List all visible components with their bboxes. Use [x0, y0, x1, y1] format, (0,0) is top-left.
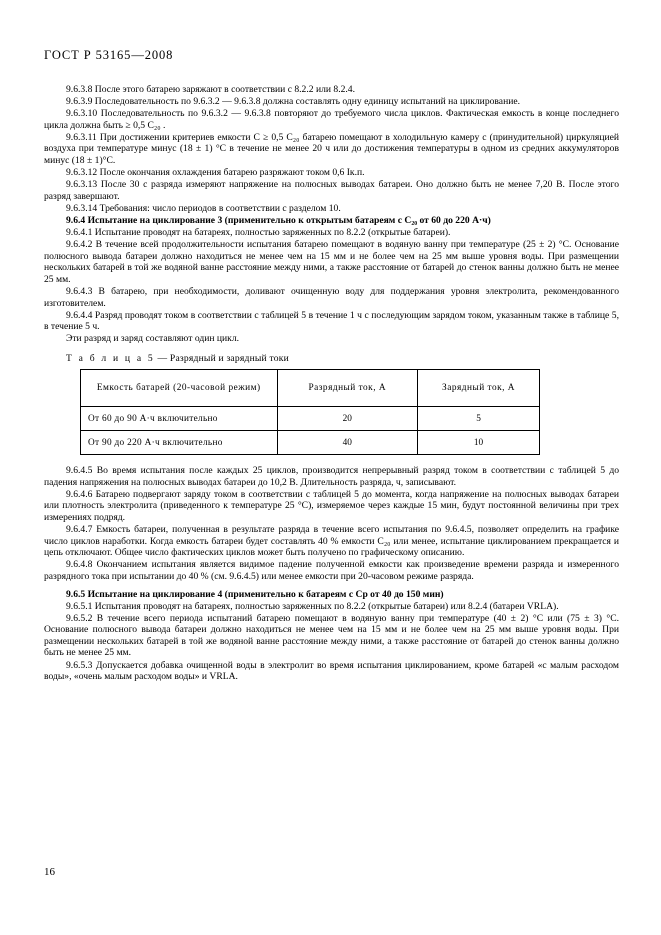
section-964-paragraphs-after-table — [44, 465, 619, 582]
table-header-charge: Зарядный ток, А — [418, 370, 540, 407]
table-cell-charge-2: 10 — [418, 431, 540, 455]
section-965-paragraphs — [44, 601, 619, 683]
table-header-capacity: Емкость батарей (20-часовой режим) — [81, 370, 278, 407]
paragraph-9646: 9.6.4.6 Батарею подвергают заряду током в соответствии с таблицей 5 до момента, когда напряжение на полюсных выводах батареи или плотность электролита (приведенного к температуре 25 °С), измеряемое через каждые 15 мин, будут постоянной величины при трех измерениях подряд. — [44, 488, 619, 523]
table-header-discharge: Разрядный ток, А — [277, 370, 418, 407]
paragraph-9645: 9.6.4.5 Во время испытания после каждых 25 циклов, производится непрерывный разряд током в соответствии с таблицей 5 до падения напряжения на полюсных выводах батареи до 10,2 В. Длительность разряда, ч, записывают. — [44, 465, 619, 488]
paragraph-9639: 9.6.3.9 Последовательность по 9.6.3.2 — 9.6.3.8 должна составлять одну единицу испытаний на циклирование. — [66, 96, 520, 108]
paragraph-96310: 9.6.3.10 Последовательность по 9.6.3.2 — 9.6.3.8 повторяют до требуемого числа циклов. Фактическая емкость в конце последнего цикла должна быть ≥ 0,5 C₂₀ . — [44, 108, 619, 131]
page-number: 16 — [44, 866, 55, 878]
table-cell-capacity-2: От 90 до 220 А·ч включительно — [81, 431, 278, 455]
heading-965: 9.6.5 Испытание на циклирование 4 (применительно к батареям с Cр от 40 до 150 мин) — [66, 588, 444, 600]
table-row — [81, 431, 540, 455]
table-caption-text: Разрядный и зарядный токи — [169, 353, 289, 365]
table-caption — [44, 353, 619, 364]
table-cell-capacity-1: От 60 до 90 А·ч включительно — [81, 407, 278, 431]
paragraph-96314: 9.6.3.14 Требования: число периодов в соответствии с разделом 10. — [66, 202, 341, 214]
table-cell-charge-1: 5 — [418, 407, 540, 431]
paragraph-96312: 9.6.3.12 После окончания охлаждения батарею разряжают током 0,6 Iк.п. — [66, 167, 365, 179]
paragraph-9648: 9.6.4.8 Окончанием испытания является видимое падение полученной емкости как произведение времени разряда и измеренного разрядного тока при испытании до 40 % (см. 9.6.4.5) или менее емкости при 20-часовом режиме разряда. — [44, 559, 619, 582]
table-cell-discharge-1: 20 — [277, 407, 418, 431]
paragraph-9643: 9.6.4.3 В батарею, при необходимости, доливают очищенную воду для поддержания уровня электролита, рекомендованного изготовителем. — [44, 286, 619, 309]
currents-table — [80, 369, 540, 455]
paragraph-9652: 9.6.5.2 В течение всего периода испытаний батарею помещают в водяную ванну при температуре (40 ± 2) °С или (75 ± 3) °С. Основание полюсного вывода батареи должно находиться не менее чем на 15 мм и не более чем на 25 мм выше уровня воды. При размещении нескольких батарей в той же водяной ванне расстояние между ними, а также расстояние от батарей до стенок ванны должно быть не менее 25 мм. — [44, 612, 619, 659]
paragraph-9653: 9.6.5.3 Допускается добавка очищенной воды в электролит во время испытания циклированием, кроме батарей «с малым расходом воды», «очень малым расходом воды» и VRLA. — [44, 659, 619, 683]
table-header-row — [81, 370, 540, 407]
paragraph-9644: 9.6.4.4 Разряд проводят током в соответствии с таблицей 5 в течение 1 ч с последующим зарядом током, указанным также в таблице 5, в течение 5 ч. — [44, 309, 619, 333]
table-row — [81, 407, 540, 431]
section-963-paragraphs — [44, 84, 619, 215]
paragraph-96313: 9.6.3.13 После 30 с разряда измеряют напряжение на полюсных выводах батареи. Оно должно быть не менее 7,20 В. После этого разряд завершают. — [44, 179, 619, 202]
paragraph-9647: 9.6.4.7 Емкость батареи, полученная в результате разряда в течение всего испытания по 9.6.4.5, позволяет определить на графике число циклов наработки. Когда емкость батареи будет составлять 40 % емкости C₂₀ или менее, испытание циклированием прекращается и цепь отключают. Общее число фактических циклов может быть получено по графическому описанию. — [44, 524, 619, 559]
page-content — [44, 84, 619, 683]
paragraph-9638: 9.6.3.8 После этого батарею заряжают в соответствии с 8.2.2 или 8.2.4. — [66, 84, 355, 95]
table-caption-dash: — — [157, 353, 168, 365]
paragraph-9641: 9.6.4.1 Испытание проводят на батареях, полностью заряженных по 8.2.2 (открытые батареи). — [66, 227, 451, 239]
paragraph-cycle-note: Эти разряд и заряд составляют один цикл. — [66, 333, 240, 345]
page-header: ГОСТ Р 53165—2008 — [44, 48, 174, 62]
heading-964: 9.6.4 Испытание на циклирование 3 (применительно к открытым батареям с C₂₀ от 60 до 220 А·ч) — [66, 215, 491, 227]
section-964-paragraphs — [44, 227, 619, 345]
paragraph-9642: 9.6.4.2 В течение всей продолжительности испытания батарею помещают в водяную ванну при температуре (25 ± 2) °С. Основание полюсного вывода батареи должно находиться не менее чем на 15 мм и не более чем на 25 мм выше уровня воды. При размещении нескольких батарей в той же водяной ванне расстояние между ними, а также расстояние от батарей до стенок ванны должно быть не менее 25 мм. — [44, 239, 619, 285]
table-caption-label: Т а б л и ц а 5 — [66, 353, 155, 365]
paragraph-96311: 9.6.3.11 При достижении критериев емкости C ≥ 0,5 C₂₀ батарею помещают в холодильную камеру с (принудительной) циркуляцией воздуха при температуре минус (18 ± 1) °С в течение не менее 20 ч или до достижения температуры в одном из средних аккумуляторов минус (18 ± 1)°С. — [44, 131, 619, 167]
paragraph-9651: 9.6.5.1 Испытания проводят на батареях, полностью заряженных по 8.2.2 (открытые батареи) или 8.2.4 (батареи VRLA). — [66, 600, 559, 612]
table-cell-discharge-2: 40 — [277, 431, 418, 455]
